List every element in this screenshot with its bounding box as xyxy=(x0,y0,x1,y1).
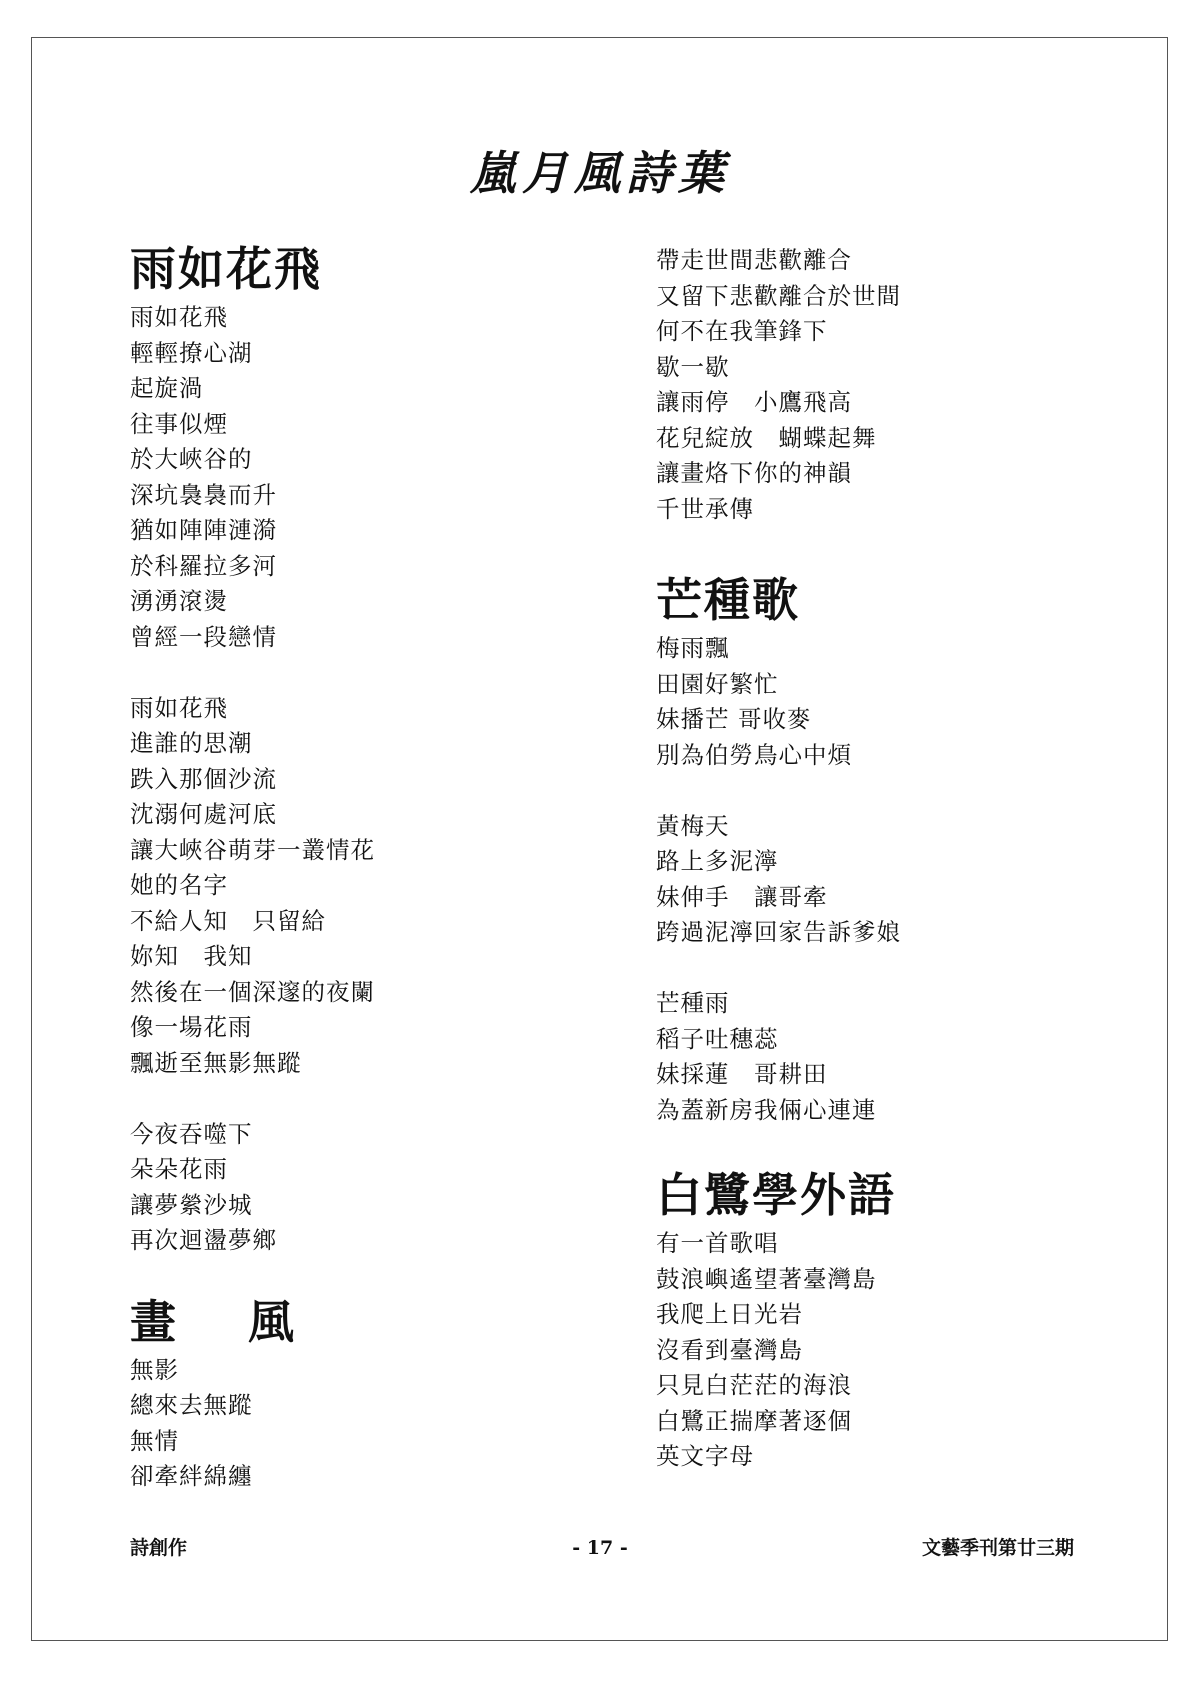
left-column xyxy=(130,240,610,1529)
poem-line: 卻牽絆綿纏 xyxy=(130,1462,253,1490)
poem-line: 無影 xyxy=(130,1355,179,1384)
poem-line: 輕輕撩心湖 xyxy=(130,338,253,367)
poem-line: 再次迴盪夢鄉 xyxy=(130,1226,277,1254)
poem-line: 妳知 我知 xyxy=(130,942,253,970)
poem-line: 讓大峽谷萌芽一叢情花 xyxy=(130,835,375,864)
poem-line: 路上多泥濘 xyxy=(656,847,779,875)
poem-line: 英文字母 xyxy=(656,1442,754,1470)
stanza xyxy=(656,1226,1116,1475)
poem-line: 湧湧滾燙 xyxy=(130,587,228,615)
page-title: 嵐月風詩葉 xyxy=(470,146,730,200)
poem-line: 妹伸手 讓哥牽 xyxy=(656,882,828,911)
stanza xyxy=(656,631,1116,773)
footer-page-number: - 17 - xyxy=(572,1537,628,1559)
stanza xyxy=(130,1353,610,1495)
poem-line: 猶如陣陣漣漪 xyxy=(130,516,277,544)
poem-line: 我爬上日光岩 xyxy=(656,1300,803,1328)
poem-line: 總來去無蹤 xyxy=(130,1391,253,1419)
poem-line: 妹採蓮 哥耕田 xyxy=(656,1060,828,1088)
poem-line: 進誰的思潮 xyxy=(130,729,253,757)
footer-publication-name: 文藝季刊第廿三期 xyxy=(921,1537,1074,1559)
poem-line: 起旋渦 xyxy=(130,374,204,402)
poem-line: 妹播芒 哥收麥 xyxy=(656,705,812,733)
stanza xyxy=(656,809,1116,951)
poem-title: 畫 風 xyxy=(130,1294,323,1349)
poem-line: 像一場花雨 xyxy=(130,1013,253,1041)
poem-line: 深坑裊裊而升 xyxy=(130,480,277,509)
poem-line: 飄逝至無影無蹤 xyxy=(130,1048,302,1077)
stanza xyxy=(130,1117,610,1259)
stanza xyxy=(656,243,1116,527)
poem-line: 跨過泥濘回家告訴爹娘 xyxy=(656,918,901,946)
poem-line: 讓雨停 小鷹飛高 xyxy=(656,388,852,416)
footer-section-label: 詩創作 xyxy=(130,1537,188,1559)
poem xyxy=(656,571,1116,1128)
poem-line: 黃梅天 xyxy=(656,811,730,840)
poem-line: 梅雨飄 xyxy=(656,634,730,662)
poem-title: 雨如花飛 xyxy=(130,242,322,296)
poem-line: 往事似煙 xyxy=(130,409,228,438)
poem-line: 無情 xyxy=(130,1426,179,1455)
poem-line: 沈溺何處河底 xyxy=(130,800,277,828)
poem-line: 田園好繁忙 xyxy=(656,669,779,698)
poem xyxy=(656,243,1116,527)
poem-line: 曾經一段戀情 xyxy=(130,622,277,651)
stanza xyxy=(130,300,610,655)
poem-line: 不給人知 只留給 xyxy=(130,906,326,935)
poem-line: 花兒綻放 蝴蝶起舞 xyxy=(656,423,877,452)
poem-line: 沒看到臺灣島 xyxy=(656,1335,803,1364)
poem-line: 雨如花飛 xyxy=(130,693,228,722)
poem-line: 只見白茫茫的海浪 xyxy=(656,1371,852,1399)
poem xyxy=(130,1293,610,1495)
poem-title: 白鷺學外語 xyxy=(656,1168,896,1222)
poem-line: 讓畫烙下你的神韻 xyxy=(656,459,852,487)
poem-line: 於大峽谷的 xyxy=(130,445,253,473)
poem xyxy=(130,240,610,1259)
poem-line: 鼓浪嶼遙望著臺灣島 xyxy=(656,1264,877,1293)
poem-line: 雨如花飛 xyxy=(130,303,228,331)
right-column xyxy=(656,243,1116,1509)
stanza xyxy=(130,691,610,1082)
poem-line: 白鷺正揣摩著逐個 xyxy=(656,1406,852,1435)
poem-line: 稻子吐穗蕊 xyxy=(656,1024,779,1053)
poem-line: 有一首歌唱 xyxy=(656,1229,779,1257)
stanza xyxy=(656,986,1116,1128)
poem-line: 芒種雨 xyxy=(656,989,730,1017)
poem-line: 跌入那個沙流 xyxy=(130,764,277,793)
poem xyxy=(656,1166,1116,1475)
poem-line: 然後在一個深邃的夜闌 xyxy=(130,977,375,1006)
poem-title: 芒種歌 xyxy=(656,573,800,627)
poem-line: 她的名字 xyxy=(130,871,228,899)
poem-line: 千世承傳 xyxy=(656,494,754,523)
poem-line: 讓夢縈沙城 xyxy=(130,1190,253,1219)
poem-line: 帶走世間悲歡離合 xyxy=(656,246,852,274)
poem-line: 於科羅拉多河 xyxy=(130,551,277,580)
poem-line: 又留下悲歡離合於世間 xyxy=(656,281,901,310)
poem-line: 今夜吞噬下 xyxy=(130,1119,253,1148)
poem-line: 朵朵花雨 xyxy=(130,1155,228,1183)
poem-line: 別為伯勞鳥心中煩 xyxy=(656,740,852,769)
poem-line: 歇一歇 xyxy=(656,352,730,381)
poem-line: 為蓋新房我倆心連連 xyxy=(656,1095,877,1124)
poem-line: 何不在我筆鋒下 xyxy=(656,317,828,345)
